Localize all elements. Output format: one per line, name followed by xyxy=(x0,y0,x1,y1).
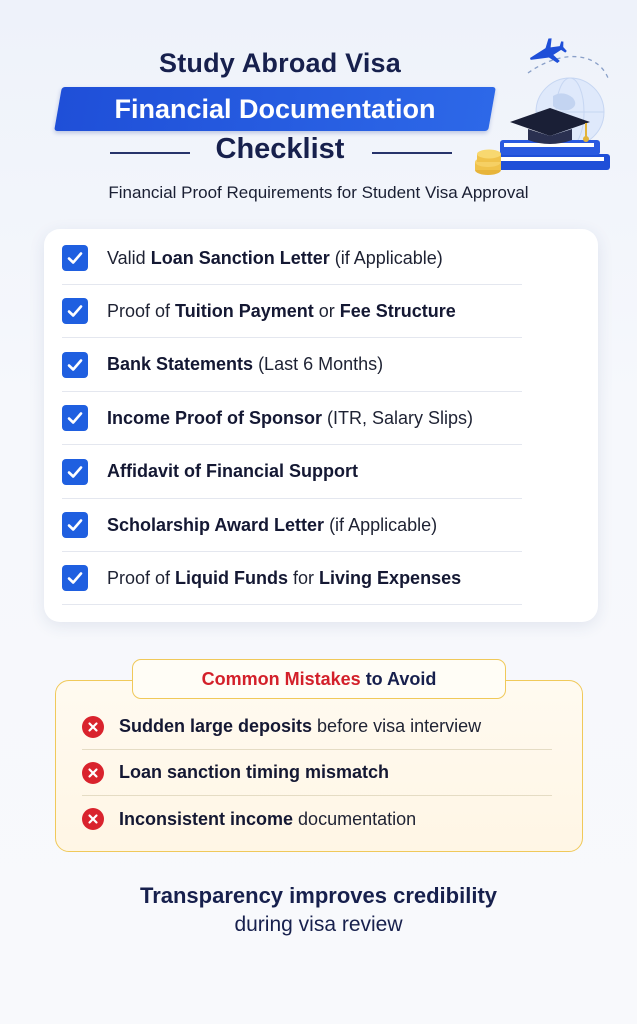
checklist-item-label xyxy=(107,301,456,322)
bold-text: Tuition Payment xyxy=(175,300,314,321)
checkbox-checked-icon xyxy=(62,405,88,431)
mistakes-title-red: Common Mistakes xyxy=(201,669,361,689)
plain-text: Proof of xyxy=(107,567,176,588)
checklist-item xyxy=(62,285,522,338)
title-line-2: Financial Documentation xyxy=(114,94,436,124)
bold-text: Scholarship Award Letter xyxy=(107,514,325,535)
mistakes-title xyxy=(132,659,506,699)
bold-text: Living Expenses xyxy=(319,567,462,588)
checklist-item-label xyxy=(107,568,461,589)
title-line-1: Study Abroad Visa xyxy=(159,48,401,78)
checklist-item xyxy=(62,552,522,605)
bold-text: Affidavit of Financial Support xyxy=(107,461,358,482)
checklist-item xyxy=(62,232,522,285)
mistake-item xyxy=(82,704,552,750)
checklist-item-label xyxy=(107,354,383,375)
plain-text: (if Applicable) xyxy=(324,514,438,535)
bold-text: Loan Sanction Letter xyxy=(150,247,330,268)
mistake-item xyxy=(82,796,552,842)
bold-text: Inconsistent income xyxy=(119,808,294,829)
checkbox-checked-icon xyxy=(62,245,88,271)
checkbox-checked-icon xyxy=(62,459,88,485)
mistakes-title-rest: to Avoid xyxy=(360,669,437,689)
checklist-item-label xyxy=(107,515,437,536)
bold-text: Liquid Funds xyxy=(175,567,289,588)
plain-text: Proof of xyxy=(107,300,176,321)
plain-text: before visa interview xyxy=(312,716,482,736)
bold-text: Income Proof of Sponsor xyxy=(107,407,323,428)
plain-text: (ITR, Salary Slips) xyxy=(322,407,474,428)
checklist-card xyxy=(44,229,598,622)
bold-text: Loan sanction timing mismatch xyxy=(119,762,390,782)
x-circle-icon xyxy=(82,808,104,830)
bold-text: Sudden large deposits xyxy=(119,716,313,736)
checkbox-checked-icon xyxy=(62,298,88,324)
x-circle-icon xyxy=(82,716,104,738)
checklist-item xyxy=(62,339,522,392)
mistake-item-label xyxy=(119,762,389,783)
plain-text: (if Applicable) xyxy=(329,247,443,268)
title-rule-right xyxy=(372,152,452,154)
plain-text: documentation xyxy=(293,808,417,829)
mistake-item-label xyxy=(119,809,416,830)
plain-text: (Last 6 Months) xyxy=(253,354,384,375)
plain-text: Valid xyxy=(107,247,151,268)
x-circle-icon xyxy=(82,762,104,784)
checklist-item-label xyxy=(107,248,443,269)
mistake-item xyxy=(82,750,552,796)
plain-text: for xyxy=(288,567,320,588)
bold-text: Bank Statements xyxy=(107,354,254,375)
checklist-item xyxy=(62,446,522,499)
checklist-item-label xyxy=(107,461,358,482)
plain-text: or xyxy=(313,300,340,321)
checklist-item xyxy=(62,499,522,552)
checklist-item xyxy=(62,392,522,445)
footer-line-1: Transparency improves credibility xyxy=(139,883,498,908)
checkbox-checked-icon xyxy=(62,512,88,538)
checkbox-checked-icon xyxy=(62,565,88,591)
footer-line-2: during visa review xyxy=(234,913,403,936)
subtitle: Financial Proof Requirements for Student Visa Approval xyxy=(108,183,529,202)
checklist-item-label xyxy=(107,408,473,429)
graduation-illustration-icon xyxy=(468,38,633,188)
bold-text: Fee Structure xyxy=(339,300,456,321)
checkbox-checked-icon xyxy=(62,352,88,378)
title-line-3: Checklist xyxy=(215,133,345,165)
mistake-item-label xyxy=(119,716,481,737)
